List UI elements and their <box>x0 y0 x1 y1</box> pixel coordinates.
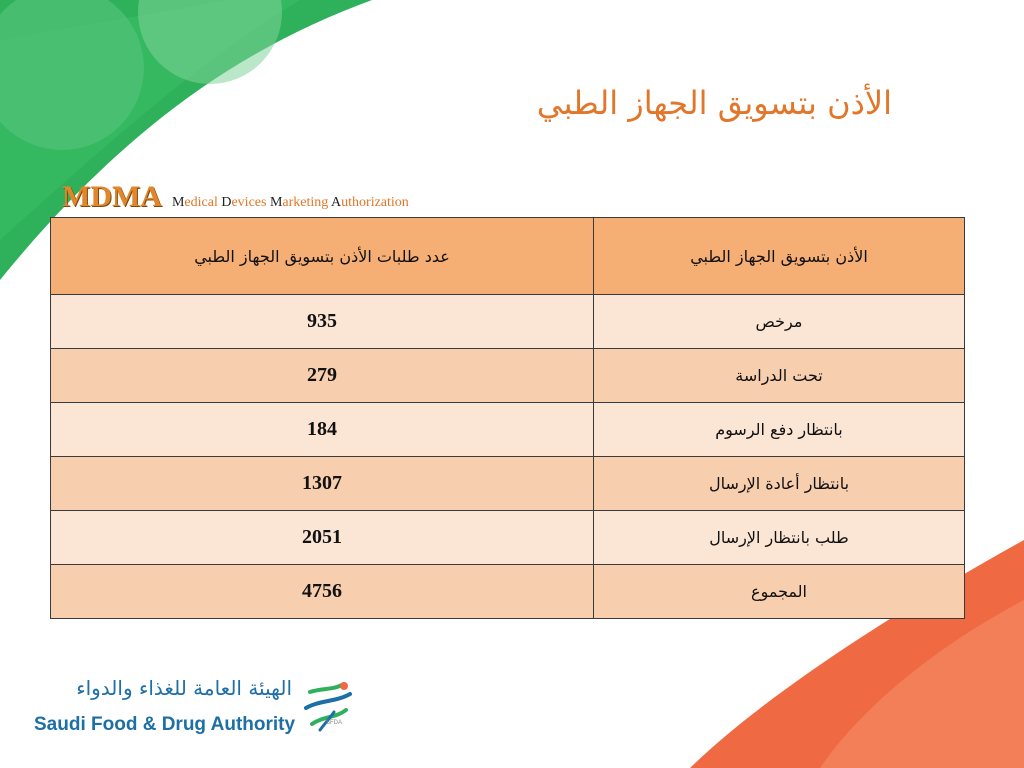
mdma-abbreviation: MDMA <box>62 180 162 213</box>
mdma-full-name <box>172 195 409 210</box>
mdma-word-rest: uthorization <box>341 195 409 210</box>
mdma-word-cap: M <box>171 195 185 210</box>
table-row-total <box>51 565 965 619</box>
logo-arabic-name: الهيئة العامة للغذاء والدواء <box>76 676 292 700</box>
header-status: الأذن بتسويق الجهاز الطبي <box>594 218 965 295</box>
table-row <box>51 349 965 403</box>
table-row <box>51 457 965 511</box>
row-count: 1307 <box>51 457 594 511</box>
table-row <box>51 295 965 349</box>
row-status: بانتظار أعادة الإرسال <box>594 457 965 511</box>
mdma-statistics-table <box>50 217 965 619</box>
row-status: طلب بانتظار الإرسال <box>594 511 965 565</box>
row-count: 184 <box>51 403 594 457</box>
row-status: بانتظار دفع الرسوم <box>594 403 965 457</box>
row-count: 279 <box>51 349 594 403</box>
sfda-logo <box>34 676 364 746</box>
row-status: تحت الدراسة <box>594 349 965 403</box>
sfda-emblem-icon <box>300 678 356 740</box>
mdma-word-cap: M <box>269 195 283 210</box>
table-header-row <box>51 218 965 295</box>
slide-title: الأذن بتسويق الجهاز الطبي <box>536 84 892 122</box>
header-count: عدد طلبات الأذن بتسويق الجهاز الطبي <box>51 218 594 295</box>
row-count: 935 <box>51 295 594 349</box>
mdma-word-rest: arketing <box>282 195 329 210</box>
mdma-word-rest: edical <box>184 195 218 210</box>
row-count: 4756 <box>51 565 594 619</box>
mdma-subtitle <box>62 180 409 214</box>
logo-english-name: Saudi Food & Drug Authority <box>34 714 296 735</box>
mdma-word-rest: evices <box>231 195 267 210</box>
row-status: مرخص <box>594 295 965 349</box>
row-status: المجموع <box>594 565 965 619</box>
table-row <box>51 511 965 565</box>
mdma-word-cap: A <box>331 195 342 210</box>
mdma-word-cap: D <box>221 195 232 210</box>
table-row <box>51 403 965 457</box>
row-count: 2051 <box>51 511 594 565</box>
sfda-emblem-text: SFDA <box>325 720 342 726</box>
